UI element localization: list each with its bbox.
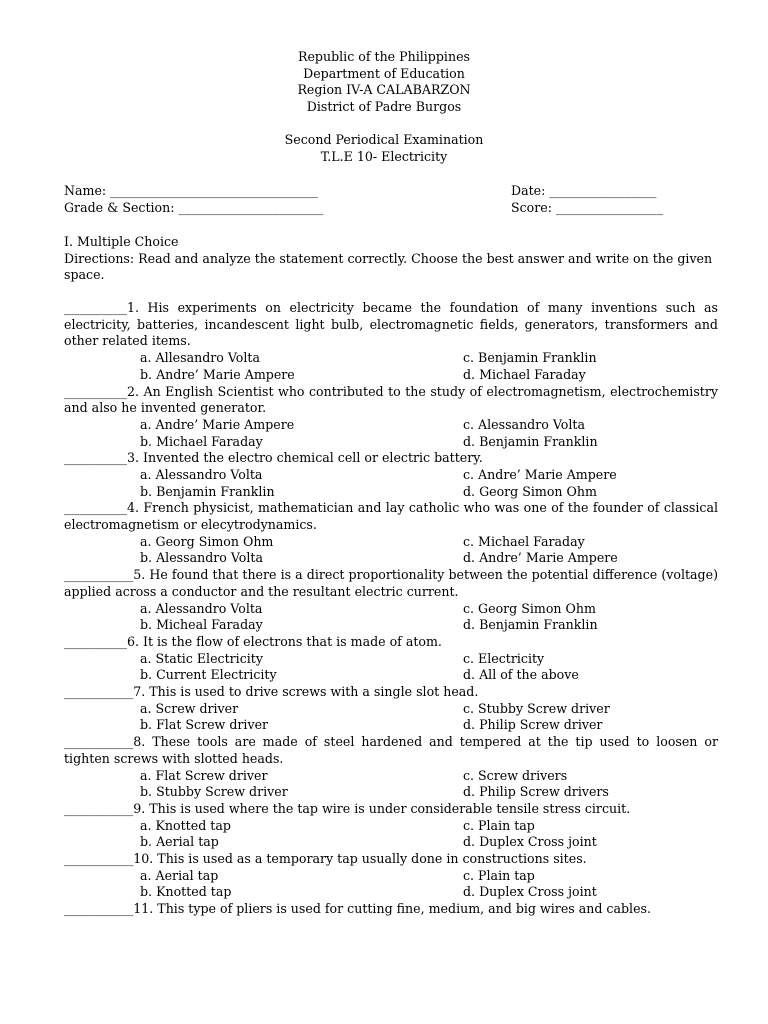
header-department: Department of Education bbox=[303, 65, 465, 81]
choice-d: d. Duplex Cross joint bbox=[463, 884, 597, 900]
question-list bbox=[64, 300, 718, 918]
choice-b: b. Micheal Faraday bbox=[140, 617, 263, 633]
question-item bbox=[64, 684, 718, 734]
choice-d: d. Benjamin Franklin bbox=[463, 433, 598, 449]
student-info bbox=[64, 183, 724, 216]
choice-c: c. Georg Simon Ohm bbox=[463, 600, 596, 616]
question-text: ___________5. He found that there is a direct proportionality between the potential difference (voltage) applied across a conductor and the resultant electric current. bbox=[64, 567, 718, 599]
question-item bbox=[64, 901, 718, 918]
choice-c: c. Michael Faraday bbox=[463, 533, 585, 549]
choice-a: a. Screw driver bbox=[140, 700, 239, 716]
info-row-name-date bbox=[64, 183, 724, 200]
question-choices bbox=[64, 818, 718, 851]
question-choices bbox=[64, 467, 718, 500]
choice-c: c. Electricity bbox=[463, 650, 545, 666]
question-text: __________1. His experiments on electricity became the foundation of many inventions such as electricity, batteries, incandescent light bulb, electromagnetic fields, generators, transformers and other related items. bbox=[64, 300, 718, 349]
choice-b: b. Flat Screw driver bbox=[140, 717, 269, 733]
name-field: Name: _________________________________ bbox=[64, 183, 318, 198]
question-item bbox=[64, 500, 718, 567]
choice-c: c. Benjamin Franklin bbox=[463, 350, 597, 366]
choice-d: d. Duplex Cross joint bbox=[463, 834, 597, 850]
choice-b: b. Alessandro Volta bbox=[140, 550, 263, 566]
choice-a: a. Georg Simon Ohm bbox=[140, 533, 274, 549]
exam-subject: T.L.E 10- Electricity bbox=[320, 149, 448, 165]
question-choices bbox=[64, 701, 718, 734]
header-spacer bbox=[0, 116, 768, 133]
choice-c: c. Screw drivers bbox=[463, 767, 568, 783]
score-field: Score: _________________ bbox=[511, 199, 664, 215]
question-item bbox=[64, 851, 718, 901]
section-multiple-choice bbox=[64, 234, 718, 284]
question-item bbox=[64, 634, 718, 684]
question-choices bbox=[64, 768, 718, 801]
document-header bbox=[0, 49, 768, 166]
choice-c: c. Alessandro Volta bbox=[463, 416, 585, 432]
choice-a: a. Aerial tap bbox=[140, 867, 219, 883]
section-directions: Directions: Read and analyze the statement correctly. Choose the best answer and write on the given space. bbox=[64, 250, 713, 283]
question-choices bbox=[64, 534, 718, 567]
question-text: __________3. Invented the electro chemical cell or electric battery. bbox=[64, 450, 483, 466]
choice-b: b. Aerial tap bbox=[140, 834, 219, 850]
question-text: ___________11. This type of pliers is used for cutting fine, medium, and big wires and cables. bbox=[64, 901, 651, 917]
choice-d: d. Benjamin Franklin bbox=[463, 617, 598, 633]
question-text: ___________10. This is used as a temporary tap usually done in constructions sites. bbox=[64, 851, 587, 867]
date-field: Date: _________________ bbox=[511, 183, 657, 198]
question-choices bbox=[64, 350, 718, 383]
choice-b: b. Andre’ Marie Ampere bbox=[140, 366, 295, 382]
header-district: District of Padre Burgos bbox=[306, 99, 462, 115]
choice-c: c. Plain tap bbox=[463, 817, 535, 833]
choice-b: b. Michael Faraday bbox=[140, 433, 263, 449]
header-country: Republic of the Philippines bbox=[297, 49, 470, 64]
question-text: ___________9. This is used where the tap wire is under considerable tensile stress circuit. bbox=[64, 800, 631, 816]
choice-d: d. Philip Screw drivers bbox=[463, 784, 609, 800]
question-item bbox=[64, 384, 718, 451]
question-text: __________4. French physicist, mathematician and lay catholic who was one of the founder of classical electromagnetism or elecytrodynamics. bbox=[64, 500, 718, 533]
grade-section-field: Grade & Section: _______________________ bbox=[64, 199, 324, 215]
question-text: ___________8. These tools are made of steel hardened and tempered at the tip used to loosen or tighten screws with slotted heads. bbox=[64, 734, 718, 766]
section-title: I. Multiple Choice bbox=[64, 234, 179, 249]
question-item bbox=[64, 734, 718, 801]
choice-d: d. Andre’ Marie Ampere bbox=[463, 550, 618, 566]
choice-d: d. Philip Screw driver bbox=[463, 717, 603, 733]
question-item bbox=[64, 801, 718, 851]
exam-title: Second Periodical Examination bbox=[284, 132, 484, 148]
question-choices bbox=[64, 651, 718, 684]
question-item bbox=[64, 567, 718, 634]
choice-d: d. All of the above bbox=[463, 667, 579, 683]
header-region: Region IV-A CALABARZON bbox=[297, 82, 471, 98]
choice-a: a. Alessandro Volta bbox=[140, 467, 263, 482]
choice-c: c. Plain tap bbox=[463, 867, 535, 883]
choice-a: a. Alessandro Volta bbox=[140, 600, 263, 616]
choice-c: c. Stubby Screw driver bbox=[463, 700, 610, 716]
question-text: ___________7. This is used to drive screws with a single slot head. bbox=[64, 684, 479, 700]
question-text: __________2. An English Scientist who contributed to the study of electromagnetism, electrochemistry and also he invented generator. bbox=[64, 383, 718, 416]
question-choices bbox=[64, 601, 718, 634]
choice-b: b. Stubby Screw driver bbox=[140, 784, 288, 800]
choice-b: b. Current Electricity bbox=[140, 667, 277, 683]
choice-a: a. Static Electricity bbox=[140, 650, 263, 666]
question-item bbox=[64, 450, 718, 500]
choice-d: d. Georg Simon Ohm bbox=[463, 483, 597, 499]
question-text: __________6. It is the flow of electrons that is made of atom. bbox=[64, 633, 442, 649]
choice-c: c. Andre’ Marie Ampere bbox=[463, 467, 617, 482]
choice-a: a. Flat Screw driver bbox=[140, 767, 268, 783]
info-row-grade-score bbox=[64, 200, 724, 217]
question-item bbox=[64, 300, 718, 384]
question-choices bbox=[64, 868, 718, 901]
choice-b: b. Knotted tap bbox=[140, 884, 232, 900]
question-choices bbox=[64, 417, 718, 450]
choice-a: a. Andre’ Marie Ampere bbox=[140, 416, 295, 432]
choice-b: b. Benjamin Franklin bbox=[140, 483, 275, 499]
choice-a: a. Knotted tap bbox=[140, 817, 231, 833]
choice-a: a. Allesandro Volta bbox=[140, 350, 260, 366]
choice-d: d. Michael Faraday bbox=[463, 366, 586, 382]
